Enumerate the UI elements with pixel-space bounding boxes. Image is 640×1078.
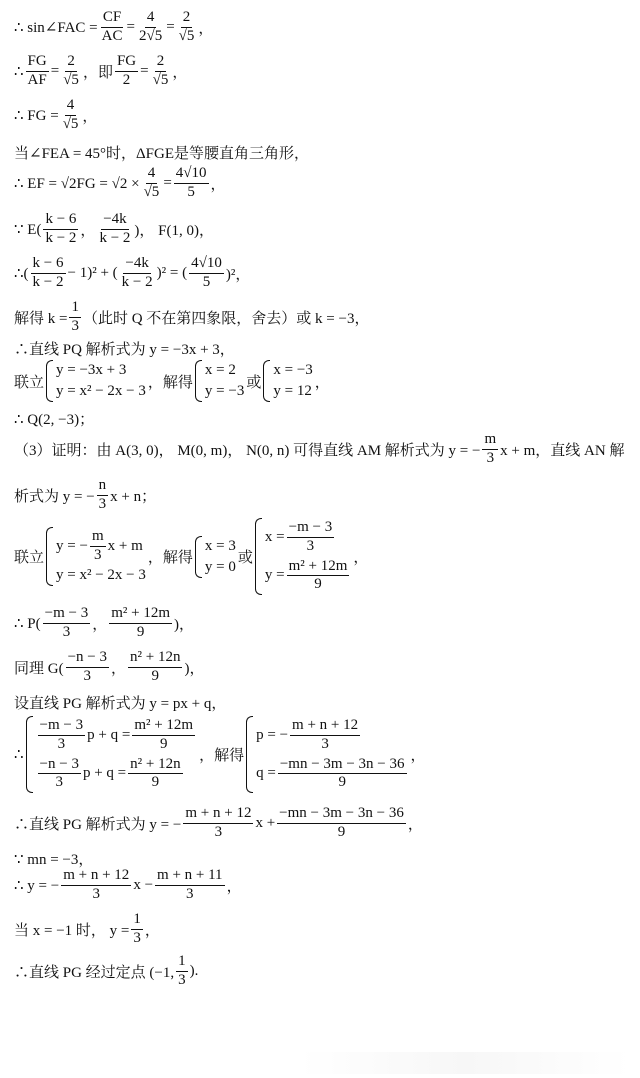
text: ， — [210, 176, 226, 193]
solution-system — [195, 360, 244, 402]
line-fg-value — [14, 98, 636, 133]
denominator: √5 — [62, 115, 79, 132]
numerator: −4k — [123, 256, 150, 274]
fraction — [183, 806, 253, 841]
denominator: 5 — [202, 273, 211, 290]
denominator: k − 2 — [45, 229, 77, 246]
text: 当∠FEA = 45°时，ΔFGE是等腰直角三角形， — [14, 146, 310, 162]
text: ， — [144, 922, 160, 939]
denominator: 3 — [71, 317, 79, 334]
denominator: 9 — [338, 774, 346, 791]
fraction — [290, 718, 360, 753]
solution-system — [263, 360, 312, 402]
denominator: 2√5 — [138, 27, 163, 44]
line-q-point — [14, 408, 636, 429]
text: （此时 Q 不在第四象限，舍去）或 k = −3， — [82, 310, 370, 327]
fraction — [277, 806, 406, 841]
text: 联立 — [14, 374, 45, 391]
denominator: √5 — [143, 183, 160, 200]
fraction — [287, 520, 335, 555]
text: ， — [92, 616, 108, 633]
text: ∴( — [14, 265, 29, 282]
denominator: 3 — [98, 495, 107, 512]
text: ∴直线 PG 解析式为 y = − — [14, 816, 182, 833]
denominator: 9 — [337, 823, 346, 840]
brace — [195, 536, 202, 578]
text: = — [126, 18, 135, 35]
line-pg-setup — [14, 692, 636, 713]
numerator: −m − 3 — [43, 606, 91, 624]
denominator: 9 — [314, 576, 322, 593]
numerator: 4 — [65, 98, 77, 116]
system-row: x = −3 — [273, 362, 313, 378]
line-point-e — [14, 212, 636, 247]
text: x + n； — [110, 488, 157, 505]
text: )²， — [225, 266, 251, 283]
text: 同理 G( — [14, 660, 64, 677]
text: 当 x = −1 时， y = — [14, 922, 130, 939]
numerator: 1 — [69, 300, 81, 318]
line-an-equation — [14, 478, 636, 513]
system-row — [36, 718, 198, 753]
system-row — [256, 757, 408, 792]
line-mn-value — [14, 848, 636, 869]
numerator: −n − 3 — [38, 757, 81, 775]
fraction — [100, 10, 125, 45]
line-system-am — [14, 518, 636, 595]
text: 或 — [237, 550, 253, 566]
numerator: k − 6 — [31, 256, 66, 274]
denominator: 3 — [214, 823, 223, 840]
numerator: m² + 12m — [287, 559, 350, 577]
fraction — [43, 212, 78, 247]
fraction — [142, 166, 162, 201]
denominator: 3 — [186, 885, 194, 902]
text: ). — [189, 962, 199, 979]
text: )， — [174, 616, 195, 633]
line-distance-equation — [14, 256, 636, 291]
fraction — [90, 529, 106, 564]
text: ∵ E( — [14, 221, 42, 238]
line-point-g — [14, 650, 636, 685]
text: ∴直线 PG 经过定点 (−1, — [14, 964, 175, 981]
denominator: 3 — [94, 546, 102, 563]
brace — [195, 360, 202, 402]
text: ∴ sin∠FAC = — [14, 19, 98, 36]
line-isosceles — [14, 142, 636, 163]
denominator: k − 2 — [121, 273, 153, 290]
fraction — [61, 98, 81, 133]
brace — [263, 360, 270, 402]
numerator: 2 — [181, 10, 193, 28]
text: y = — [264, 567, 285, 584]
equation-system — [26, 716, 198, 793]
fraction — [26, 54, 49, 89]
fraction — [97, 212, 132, 247]
text: ， — [407, 816, 423, 833]
fraction — [131, 912, 143, 947]
text: = — [140, 62, 149, 79]
system-rows — [273, 360, 312, 402]
fraction — [66, 650, 109, 685]
text: − 1)² + ( — [67, 264, 118, 281]
text: ， — [410, 748, 426, 764]
text: 设直线 PG 解析式为 y = px + q， — [14, 696, 227, 712]
fraction — [69, 300, 81, 335]
numerator: m — [482, 432, 498, 450]
numerator: 2 — [65, 54, 77, 72]
text: ，即 — [82, 64, 113, 81]
denominator: 3 — [92, 885, 101, 902]
text: x − — [133, 876, 154, 893]
brace — [246, 716, 253, 793]
fraction — [151, 54, 171, 89]
line-fg-af — [14, 54, 636, 89]
brace — [46, 360, 53, 402]
fraction — [61, 54, 81, 89]
numerator: −mn − 3m − 3n − 36 — [278, 757, 407, 775]
text: ∵ mn = −3， — [14, 852, 94, 868]
text: 或 — [246, 374, 262, 391]
system-row — [265, 559, 352, 594]
brace — [255, 518, 262, 595]
text: ，解得 — [199, 748, 245, 764]
system-row: y = −3 — [204, 383, 245, 399]
text: ， — [198, 20, 214, 37]
fraction — [31, 256, 66, 291]
fraction — [97, 478, 109, 513]
numerator: −m − 3 — [38, 718, 86, 736]
text: p + q = — [82, 765, 127, 782]
denominator: AC — [101, 27, 123, 44]
brace — [26, 716, 33, 793]
numerator: n² + 12n — [128, 650, 182, 668]
solution-system — [246, 716, 408, 793]
text: ， — [80, 222, 96, 239]
system-row — [265, 520, 352, 555]
denominator: k − 2 — [99, 229, 131, 246]
fraction — [189, 256, 224, 291]
denominator: 3 — [486, 449, 495, 466]
denominator: k − 2 — [32, 273, 64, 290]
fraction — [120, 256, 155, 291]
text: ∴ — [14, 63, 24, 80]
system-rows — [56, 527, 146, 587]
line-part3-proof — [14, 432, 636, 467]
numerator: m + n + 12 — [61, 868, 131, 886]
system-rows — [256, 716, 408, 793]
system-row: y = −3x + 3 — [56, 362, 127, 378]
denominator: 9 — [151, 774, 160, 791]
numerator: 4 — [145, 10, 157, 28]
fraction — [155, 868, 225, 903]
fraction — [287, 559, 350, 594]
system-rows — [56, 360, 146, 402]
fraction — [128, 757, 182, 792]
text: x + m，直线 AN 解 — [500, 442, 625, 459]
denominator: √5 — [152, 71, 169, 88]
numerator: −n − 3 — [66, 650, 109, 668]
denominator: 3 — [306, 537, 315, 554]
numerator: 1 — [131, 912, 143, 930]
denominator: 3 — [178, 971, 186, 988]
denominator: 9 — [151, 667, 159, 684]
fraction — [38, 757, 81, 792]
numerator: FG — [115, 54, 138, 72]
fraction — [174, 166, 209, 201]
text: ∴ EF = √2FG = √2 × — [14, 175, 140, 192]
line-pg-equation — [14, 806, 636, 841]
text: ， — [314, 374, 330, 391]
text: = — [50, 62, 60, 79]
text: ∴ y = − — [14, 877, 60, 894]
system-row — [256, 718, 408, 753]
system-row: y = 12 — [273, 383, 312, 399]
line-simplified-y — [14, 868, 636, 903]
text: ， — [353, 550, 369, 566]
denominator: 3 — [57, 735, 66, 752]
numerator: m + n + 12 — [183, 806, 253, 824]
numerator: n² + 12n — [128, 757, 182, 775]
fraction — [137, 10, 164, 45]
text: ， — [111, 660, 127, 677]
line-solve-k — [14, 300, 636, 335]
denominator: √5 — [63, 71, 79, 88]
text: y = − — [56, 537, 88, 554]
denominator: 9 — [136, 623, 145, 640]
text: p = − — [256, 726, 289, 743]
fraction — [43, 606, 91, 641]
system-row: y = 0 — [204, 558, 236, 575]
system-row: x = 3 — [204, 537, 236, 554]
denominator: 3 — [133, 929, 141, 946]
denominator: 3 — [62, 623, 71, 640]
text: 联立 — [14, 550, 45, 566]
text: p + q = — [87, 726, 131, 743]
text: = — [166, 18, 175, 35]
numerator: −4k — [101, 212, 128, 230]
numerator: 2 — [155, 54, 167, 72]
system-rows — [36, 716, 198, 793]
numerator: 1 — [176, 954, 188, 972]
numerator: 4√10 — [189, 256, 224, 274]
numerator: −mn − 3m − 3n − 36 — [277, 806, 406, 824]
text: = — [163, 174, 172, 191]
line-x-minus-one — [14, 912, 636, 947]
fraction — [176, 954, 188, 989]
system-row: y = x² − 2x − 3 — [56, 383, 146, 399]
text: x + m — [107, 537, 143, 554]
denominator: 3 — [83, 667, 92, 684]
text: ， — [226, 878, 242, 895]
text: ∴ — [14, 747, 24, 763]
system-rows — [265, 518, 352, 595]
text: x + — [255, 814, 276, 831]
text: ， — [172, 64, 188, 81]
fraction — [278, 757, 407, 792]
brace — [46, 527, 53, 587]
numerator: 4 — [146, 166, 158, 184]
text: ∴直线 PQ 解析式为 y = −3x + 3， — [14, 342, 235, 358]
text: ∴ Q(2, −3)； — [14, 412, 95, 428]
fraction — [115, 54, 138, 89]
text: ∴ P( — [14, 615, 41, 632]
fraction — [177, 10, 197, 45]
fraction — [38, 718, 86, 753]
line-point-p — [14, 606, 636, 641]
line-ef-value — [14, 166, 636, 201]
line-system-pg — [14, 716, 636, 793]
line-sin-fac — [14, 10, 636, 45]
text: ，解得 — [147, 550, 193, 566]
solution-system — [195, 536, 236, 578]
denominator: 3 — [55, 774, 63, 791]
line-system-pq — [14, 360, 636, 402]
fraction — [61, 868, 131, 903]
numerator: m² + 12m — [132, 718, 195, 736]
blurred-watermark — [300, 1052, 630, 1074]
denominator: 2 — [122, 71, 131, 88]
text: )， F(1, 0)， — [134, 222, 214, 239]
numerator: n — [97, 478, 109, 496]
numerator: CF — [101, 10, 123, 28]
numerator: m + n + 11 — [155, 868, 225, 886]
system-row — [36, 757, 198, 792]
numerator: m — [90, 529, 106, 547]
numerator: −m − 3 — [287, 520, 335, 538]
numerator: FG — [26, 54, 49, 72]
text: q = — [256, 765, 276, 782]
text: 析式为 y = − — [14, 488, 95, 505]
fraction — [132, 718, 195, 753]
line-fixed-point — [14, 954, 636, 989]
text: ，解得 — [147, 374, 193, 391]
denominator: 5 — [187, 183, 195, 200]
numerator: k − 6 — [43, 212, 78, 230]
fraction — [482, 432, 498, 467]
text: x = — [264, 528, 285, 545]
line-pq-equation — [14, 338, 636, 359]
text: )， — [184, 660, 205, 677]
equation-system — [46, 360, 146, 402]
numerator: 4√10 — [174, 166, 209, 184]
numerator: m² + 12m — [109, 606, 172, 624]
denominator: AF — [27, 71, 47, 88]
system-rows — [205, 360, 244, 402]
solution-system — [255, 518, 352, 595]
system-rows — [205, 536, 236, 578]
numerator: m + n + 12 — [290, 718, 360, 736]
system-row: y = x² − 2x − 3 — [56, 567, 146, 584]
text: （3）证明：由 A(3, 0)， M(0, m)， N(0, n) 可得直线 AM 解析式为 y = − — [14, 442, 481, 459]
denominator: 3 — [321, 735, 329, 752]
denominator: 9 — [159, 735, 168, 752]
fraction — [128, 650, 182, 685]
text: 解得 k = — [14, 310, 68, 327]
fraction — [109, 606, 172, 641]
denominator: √5 — [178, 27, 195, 44]
text: ∴ FG = — [14, 107, 59, 124]
text: ， — [82, 108, 98, 125]
text: )² = ( — [156, 264, 188, 281]
system-row: x = 2 — [204, 362, 236, 378]
equation-system — [46, 527, 146, 587]
system-row — [56, 529, 146, 564]
